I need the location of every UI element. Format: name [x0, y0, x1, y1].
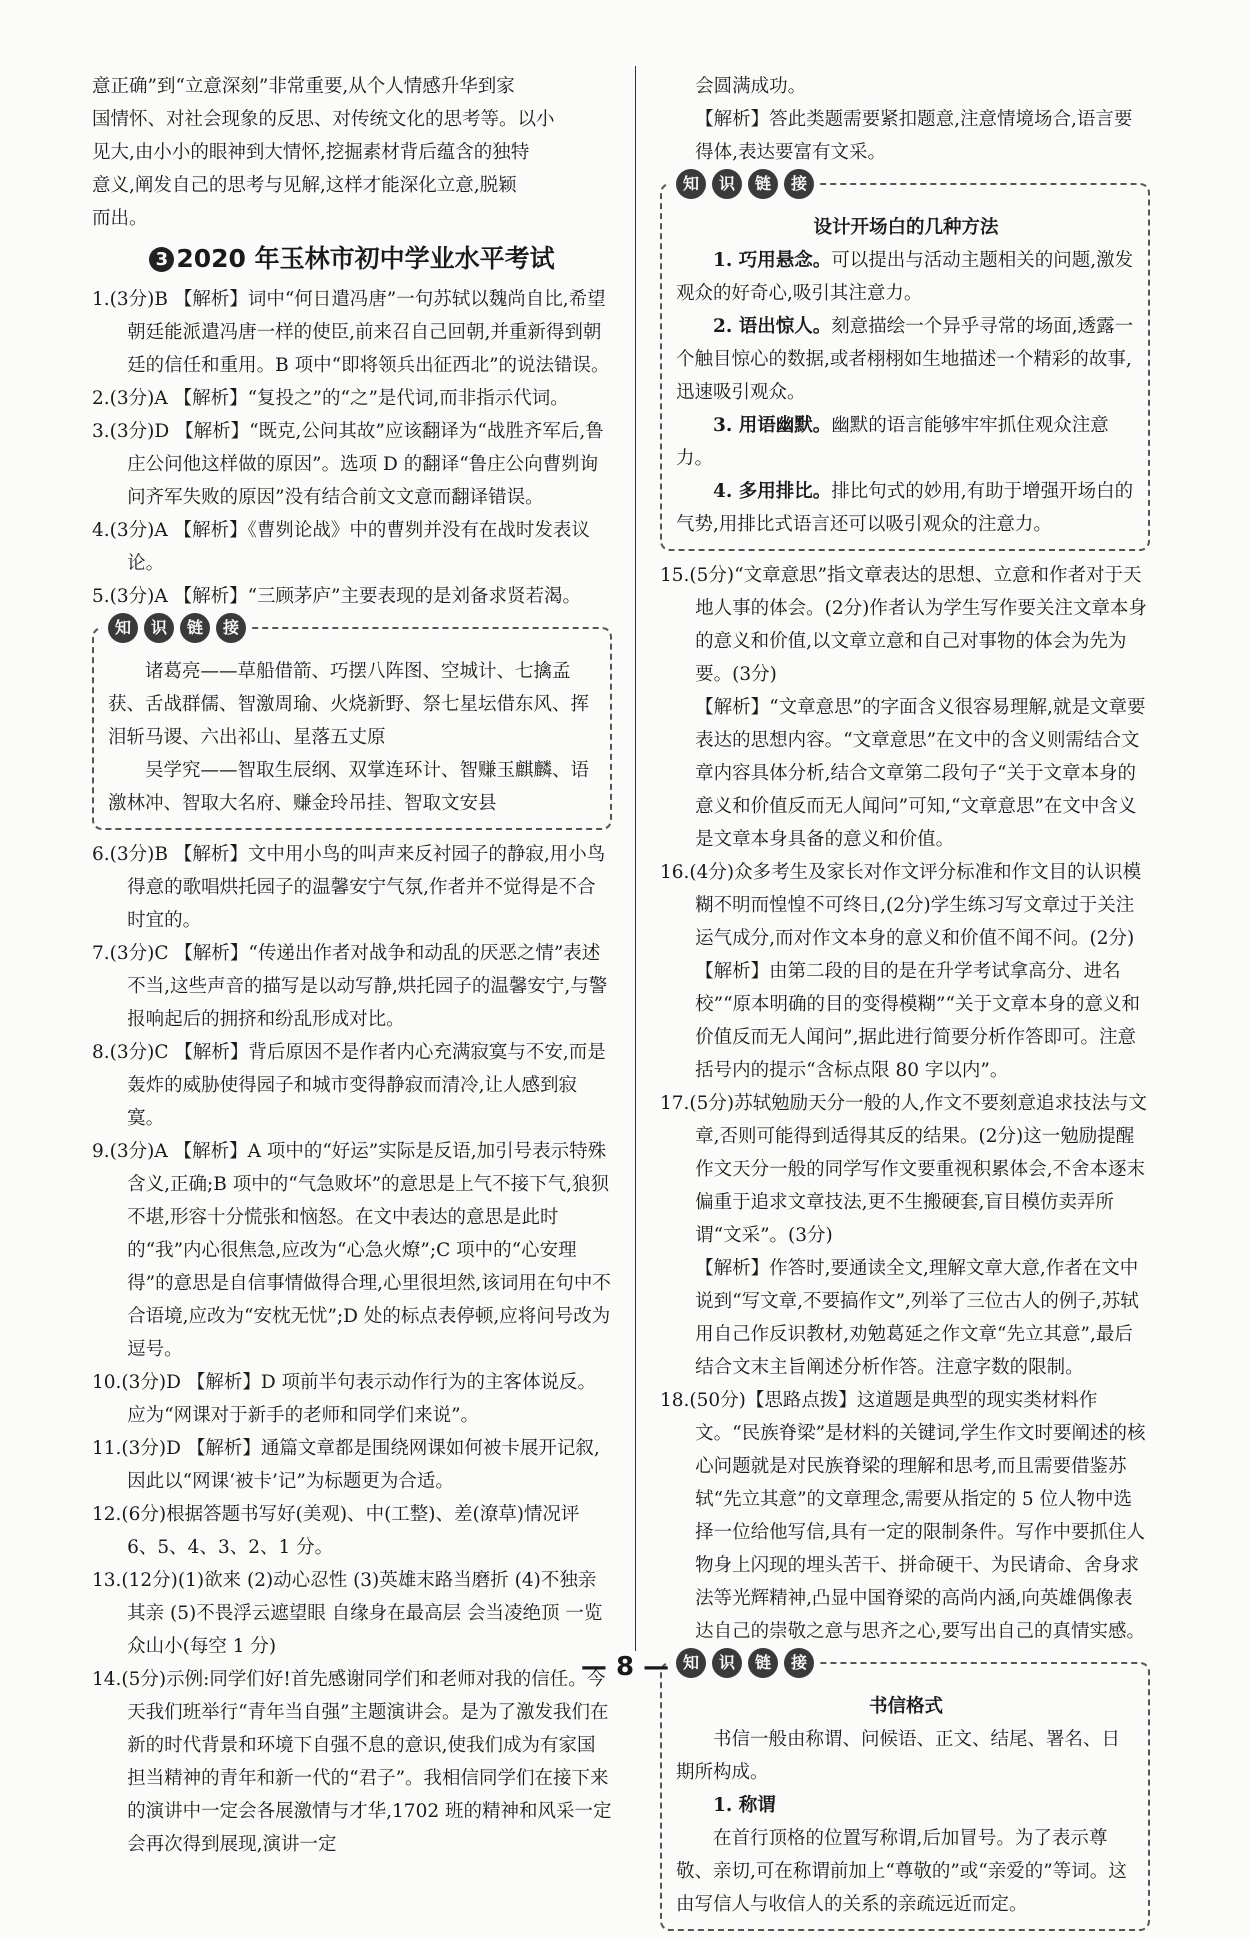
knowledge-subhead: 1. 称谓 — [713, 1795, 776, 1816]
exam-number-badge: 3 — [149, 247, 174, 272]
analysis-q17: 【解析】作答时,要通读全文,理解文章大意,作者在文中说到“写文章,不要搞作文”,列举了三位古人的例子,苏轼用自己作反识教材,劝勉葛延之作文章“先立其意”,最后结合文末主旨阐述分析作答。注意字数的限制。 — [695, 1258, 1139, 1378]
answer-q13: 13.(12分)(1)欲来 (2)动心忍性 (3)英雄末路当磨折 (4)不独亲其亲 (5)不畏浮云遮望眼 自缘身在最高层 会当凌绝顶 一览众山小(每空 1 分) — [92, 1570, 603, 1657]
answer-q14: 14.(5分)示例:同学们好!首先感谢同学们和老师对我的信任。今天我们班举行“青年当自强”主题演讲会。是为了激发我们在新的时代背景和环境下自强不息的意识,使我们成为有家国担当精神的青年和新一代的“君子”。我相信同学们在接下来的演讲中一定会各展激情与才华,1702 班的精神和风采一定会再次得到展现,演讲一定 — [92, 1669, 612, 1855]
label-char: 链 — [748, 1648, 778, 1678]
label-char: 识 — [144, 613, 174, 643]
answer-q1: 1.(3分)B 【解析】词中“何日遣冯唐”一句苏轼以魏尚自比,希望朝廷能派遣冯唐一样的使臣,前来召自己回朝,并重新得到朝廷的信任和重用。B 项中“即将领兵出征西北”的说法错误。 — [92, 289, 610, 376]
answer-q12: 12.(6分)根据答题书写好(美观)、中(工整)、差(潦草)情况评 6、5、4、3、2、1 分。 — [92, 1504, 580, 1558]
label-char: 识 — [712, 1648, 742, 1678]
label-char: 知 — [676, 169, 706, 199]
exam-title-text: 2020 年玉林市初中学业水平考试 — [176, 244, 555, 273]
answer-q8: 8.(3分)C 【解析】背后原因不是作者内心充满寂寞与不安,而是轰炸的威胁使得园子和城市变得静寂而清冷,让人感到寂寞。 — [92, 1042, 606, 1129]
knowledge-item — [676, 244, 1136, 310]
item-head: 1. 巧用悬念。 — [713, 250, 832, 271]
exam-title — [92, 237, 612, 281]
label-char: 知 — [676, 1648, 706, 1678]
answer-q7: 7.(3分)C 【解析】“传递出作者对战争和动乱的厌恶之情”表述不当,这些声音的描写是以动写静,烘托园子的温馨安宁,与警报响起后的拥挤和纷乱形成对比。 — [92, 943, 608, 1030]
knowledge-body: 在首行顶格的位置写称谓,后加冒号。为了表示尊敬、亲切,可在称谓前加上“尊敬的”或“亲爱的”等词。这由写信人与收信人的关系的亲疏远近而定。 — [676, 1828, 1127, 1915]
answer-q5: 5.(3分)A 【解析】“三顾茅庐”主要表现的是刘备求贤若渴。 — [92, 586, 582, 607]
intro-line: 国情怀、对社会现象的反思、对传统文化的思考等。以小 — [92, 109, 555, 130]
answer-q2: 2.(3分)A 【解析】“复投之”的“之”是代词,而非指示代词。 — [92, 388, 569, 409]
knowledge-item — [676, 409, 1136, 475]
knowledge-title: 设计开场白的几种方法 — [813, 217, 999, 238]
item-body: 排比句式的妙用,有助于增强开场白的气势,用排比式语言还可以吸引观众的注意力。 — [676, 481, 1134, 535]
intro-line: 意正确”到“立意深刻”非常重要,从个人情感升华到家 — [92, 76, 515, 97]
label-char: 接 — [784, 1648, 814, 1678]
answer-q15: 15.(5分)“文章意思”指文章表达的思想、立意和作者对于天地人事的体会。(2分)作者认为学生写作要关注文章本身的意义和价值,以文章立意和自己对事物的体会为先为要。(3分) — [660, 565, 1147, 685]
answer-q6: 6.(3分)B 【解析】文中用小鸟的叫声来反衬园子的静寂,用小鸟得意的歌唱烘托园子的温馨安宁气氛,作者并不觉得是不合时宜的。 — [92, 844, 606, 931]
answer-q9: 9.(3分)A 【解析】A 项中的“好运”实际是反语,加引号表示特殊含义,正确;B 项中的“气急败坏”的意思是上气不接下气,狼狈不堪,形容十分慌张和恼怒。在文中表达的意思是此时的“我”内心很焦急,应改为“心急火燎”;C 项中的“心安理得”的意思是自信事情做得合理,心里很坦然,该词用在句中不合语境,应改为“安枕无忧”;D 处的标点表停顿,应将问号改为逗号。 — [92, 1141, 611, 1360]
item-body: 可以提出与活动主题相关的问题,激发观众的好奇心,吸引其注意力。 — [676, 250, 1134, 304]
answer-q10: 10.(3分)D 【解析】D 项前半句表示动作行为的主客体说反。应为“网课对于新手的老师和同学们来说”。 — [92, 1372, 597, 1426]
intro-line: 意义,阐发自己的思考与见解,这样才能深化立意,脱颖 — [92, 175, 517, 196]
page-number: — 8 — — [580, 1652, 670, 1682]
knowledge-title: 书信格式 — [868, 1696, 943, 1717]
label-char: 识 — [712, 169, 742, 199]
answer-q4: 4.(3分)A 【解析】《曹刿论战》中的曹刿并没有在战时发表议论。 — [92, 520, 590, 574]
intro-line: 见大,由小小的眼神到大情怀,挖掘素材背后蕴含的独特 — [92, 142, 530, 163]
label-char: 链 — [748, 169, 778, 199]
label-char: 知 — [108, 613, 138, 643]
knowledge-link-label — [670, 169, 820, 199]
answer-q17: 17.(5分)苏轼勉励天分一般的人,作文不要刻意追求技法与文章,否则可能得到适得其反的结果。(2分)这一勉励提醒作文天分一般的同学写作文要重视积累体会,不舍本逐末偏重于追求文章技法,更不生搬硬套,盲目模仿卖弄所谓“文采”。(3分) — [660, 1093, 1148, 1246]
answer-q18: 18.(50分)【思路点拨】这道题是典型的现实类材料作文。“民族脊梁”是材料的关键词,学生作文时要阐述的核心问题就是对民族脊梁的理解和思考,而且需要借鉴苏轼“先立其意”的文章理念,需要从指定的 5 位人物中选择一位给他写信,具有一定的限制条件。写作中要抓住人物身上闪现的埋头苦干、拼命硬干、为民请命、舍身求法等光辉精神,凸显中国脊梁的高尚内涵,向英雄偶像表达自己的崇敬之意与思齐之心,要写出自己的真情实感。 — [660, 1390, 1146, 1642]
knowledge-box-opening — [660, 174, 1150, 551]
analysis-q16: 【解析】由第二段的目的是在升学考试拿高分、进名校”“原本明确的目的变得模糊”“关于文章本身的意义和价值反而无人闻问”,据此进行简要分析作答即可。注意括号内的提示“含标点限 80 字以内”。 — [695, 961, 1140, 1081]
analysis-q14: 【解析】答此类题需要紧扣题意,注意情境场合,语言要得体,表达要富有文采。 — [695, 109, 1133, 163]
knowledge-link-label — [102, 613, 252, 643]
answer-q14-continued: 会圆满成功。 — [695, 76, 807, 97]
label-char: 接 — [216, 613, 246, 643]
column-divider — [635, 66, 636, 1651]
item-body: 幽默的语言能够牢牢抓住观众注意力。 — [676, 415, 1109, 469]
item-head: 4. 多用排比。 — [713, 481, 832, 502]
knowledge-box-letter — [660, 1653, 1150, 1931]
left-column — [92, 70, 612, 1861]
label-char: 链 — [180, 613, 210, 643]
answer-q3: 3.(3分)D 【解析】“既克,公问其故”应该翻译为“战胜齐军后,鲁庄公问他这样做的原因”。选项 D 的翻译“鲁庄公向曹刿询问齐军失败的原因”没有结合前文文意而翻译错误。 — [92, 421, 604, 508]
knowledge-item — [676, 310, 1136, 409]
knowledge-box-zhuge — [92, 618, 612, 830]
answer-q11: 11.(3分)D 【解析】通篇文章都是围绕网课如何被卡展开记叙,因此以“网课‘被卡’记”为标题更为合适。 — [92, 1438, 600, 1492]
knowledge-item — [676, 475, 1136, 541]
knowledge-line: 诸葛亮——草船借箭、巧摆八阵图、空城计、七擒孟获、舌战群儒、智激周瑜、火烧新野、祭七星坛借东风、挥泪斩马谡、六出祁山、星落五丈原 — [108, 661, 590, 748]
item-head: 2. 语出惊人。 — [713, 316, 832, 337]
item-body: 刻意描绘一个异乎寻常的场面,透露一个触目惊心的数据,或者栩栩如生地描述一个精彩的故事,迅速吸引观众。 — [676, 316, 1134, 403]
knowledge-intro: 书信一般由称谓、问候语、正文、结尾、署名、日期所构成。 — [676, 1729, 1121, 1783]
intro-line: 而出。 — [92, 208, 148, 229]
item-head: 3. 用语幽默。 — [713, 415, 832, 436]
analysis-q15: 【解析】“文章意思”的字面含义很容易理解,就是文章要表达的思想内容。“文章意思”在文中的含义则需结合文章内容具体分析,结合文章第二段句子“关于文章本身的意义和价值反而无人闻问”可知,“文章意思”在文中含义是文章本身具备的意义和价值。 — [695, 697, 1146, 850]
label-char: 接 — [784, 169, 814, 199]
knowledge-line: 吴学究——智取生辰纲、双掌连环计、智赚玉麒麟、语激林冲、智取大名府、赚金玲吊挂、智取文安县 — [108, 760, 590, 814]
answer-q16: 16.(4分)众多考生及家长对作文评分标准和作文目的认识模糊不明而惶惶不可终日,(2分)学生练习写文章过于关注运气成分,而对作文本身的意义和价值不闻不问。(2分) — [660, 862, 1142, 949]
